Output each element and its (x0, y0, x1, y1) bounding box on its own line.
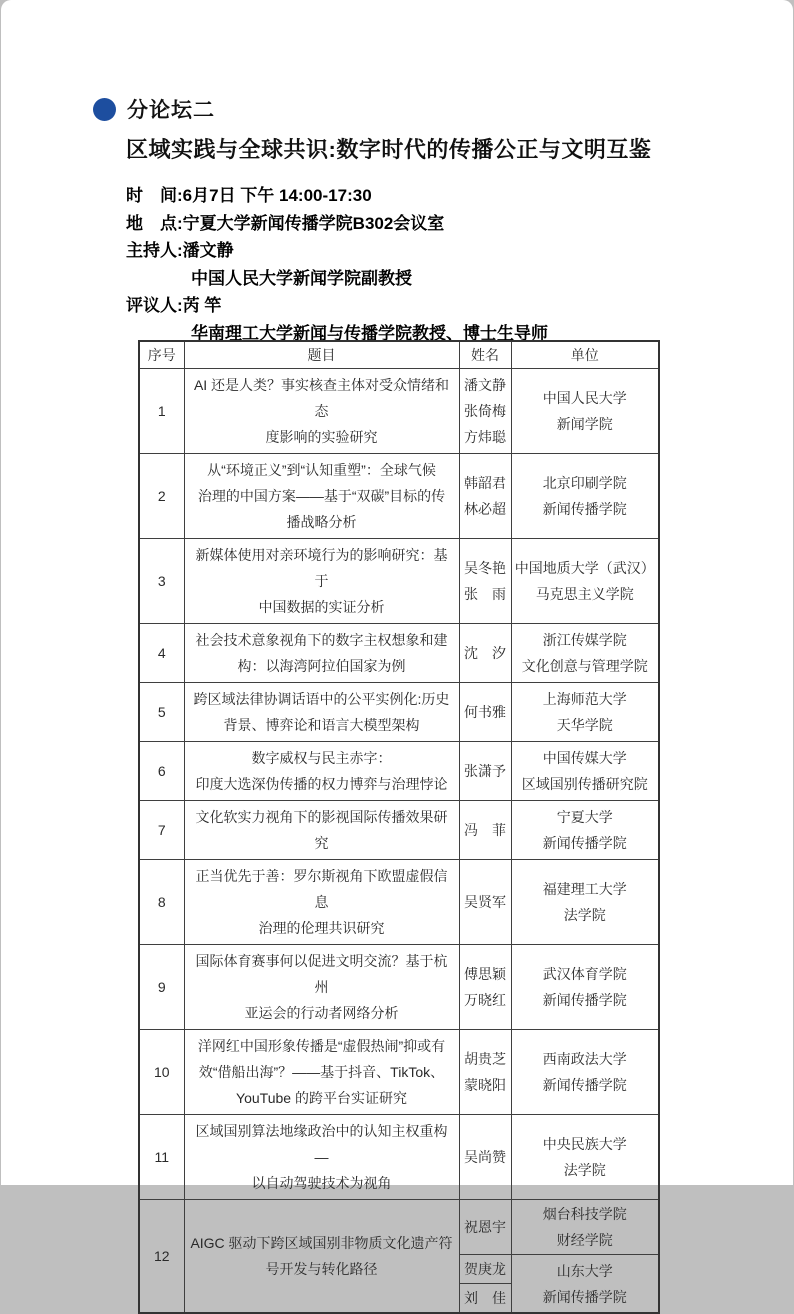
host-name: 潘文静 (182, 241, 234, 260)
program-table-body (139, 369, 659, 1314)
host-affiliation: 中国人民大学新闻学院副教授 (191, 268, 412, 288)
table-row (139, 624, 659, 683)
row-number-cell: 7 (139, 801, 184, 860)
table-row (139, 1200, 659, 1255)
author-names-cell: 祝恩宇 (459, 1200, 511, 1255)
unit-cell: 浙江传媒学院 文化创意与管理学院 (511, 624, 659, 683)
session-info (126, 182, 548, 347)
author-names-cell: 冯 菲 (459, 801, 511, 860)
forum-bullet-icon (93, 98, 116, 121)
row-number-cell: 10 (139, 1030, 184, 1115)
info-host (126, 237, 548, 265)
discussant-affiliation: 华南理工大学新闻与传播学院教授、博士生导师 (191, 323, 548, 343)
unit-cell: 武汉体育学院 新闻传播学院 (511, 945, 659, 1030)
time-label: 时 间: (126, 186, 183, 205)
paper-title-cell: AIGC 驱动下跨区域国别非物质文化遗产符 号开发与转化路径 (184, 1200, 459, 1314)
paper-title-cell: 数字威权与民主赤字： 印度大选深伪传播的权力博弈与治理悖论 (184, 742, 459, 801)
venue-value: 宁夏大学新闻传播学院B302会议室 (182, 213, 445, 233)
forum-header (93, 94, 215, 124)
table-row (139, 1115, 659, 1200)
author-names-cell: 贺庚龙 (459, 1255, 511, 1284)
col-header-title: 题目 (184, 341, 459, 369)
row-number-cell: 8 (139, 860, 184, 945)
unit-cell: 中国人民大学 新闻学院 (511, 369, 659, 454)
author-names-cell: 潘文静 张倚梅 方炜聪 (459, 369, 511, 454)
table-header-row (139, 341, 659, 369)
unit-cell: 福建理工大学 法学院 (511, 860, 659, 945)
info-time (126, 182, 548, 210)
venue-label: 地 点: (126, 213, 183, 233)
unit-cell: 西南政法大学 新闻传播学院 (511, 1030, 659, 1115)
discussant-name: 芮 竿 (182, 296, 222, 315)
paper-title-cell: 社会技术意象视角下的数字主权想象和建 构：以海湾阿拉伯国家为例 (184, 624, 459, 683)
author-names-cell: 吴尚赞 (459, 1115, 511, 1200)
paper-title-cell: 区域国别算法地缘政治中的认知主权重构— 以自动驾驶技术为视角 (184, 1115, 459, 1200)
host-label: 主持人: (126, 241, 183, 260)
table-row (139, 742, 659, 801)
table-row (139, 683, 659, 742)
program-table (138, 340, 660, 1314)
author-names-cell: 胡贵芝 蒙晓阳 (459, 1030, 511, 1115)
paper-title-cell: 新媒体使用对亲环境行为的影响研究：基于 中国数据的实证分析 (184, 539, 459, 624)
paper-title-cell: 文化软实力视角下的影视国际传播效果研究 (184, 801, 459, 860)
author-names-cell: 吴贤军 (459, 860, 511, 945)
table-row (139, 454, 659, 539)
forum-label: 分论坛二 (127, 99, 215, 122)
author-names-cell: 何书雅 (459, 683, 511, 742)
document-page (1, 0, 793, 1306)
table-row (139, 860, 659, 945)
unit-cell: 中央民族大学 法学院 (511, 1115, 659, 1200)
col-header-no: 序号 (139, 341, 184, 369)
row-number-cell: 2 (139, 454, 184, 539)
col-header-unit: 单位 (511, 341, 659, 369)
unit-cell: 中国传媒大学 区域国别传播研究院 (511, 742, 659, 801)
table-row (139, 945, 659, 1030)
unit-cell: 烟台科技学院 财经学院 (511, 1200, 659, 1255)
author-names-cell: 沈 汐 (459, 624, 511, 683)
row-number-cell: 9 (139, 945, 184, 1030)
paper-title-cell: 从“环境正义”到“认知重塑”：全球气候 治理的中国方案——基于“双碳”目标的传 播战略分析 (184, 454, 459, 539)
info-venue (126, 210, 548, 238)
paper-title-cell: AI 还是人类？事实核查主体对受众情绪和态 度影响的实验研究 (184, 369, 459, 454)
row-number-cell: 6 (139, 742, 184, 801)
col-header-name: 姓名 (459, 341, 511, 369)
unit-cell: 山东大学 新闻传播学院 (511, 1255, 659, 1314)
paper-title-cell: 跨区域法律协调话语中的公平实例化:历史 背景、博弈论和语言大模型架构 (184, 683, 459, 742)
paper-title-cell: 洋网红中国形象传播是“虚假热闹”抑或有 效“借船出海”？——基于抖音、TikTok、 YouTube 的跨平台实证研究 (184, 1030, 459, 1115)
unit-cell: 北京印刷学院 新闻传播学院 (511, 454, 659, 539)
page-title: 区域实践与全球共识:数字时代的传播公正与文明互鉴 (126, 137, 652, 162)
row-number-cell: 5 (139, 683, 184, 742)
table-row (139, 1030, 659, 1115)
author-names-cell: 傅思颖 万晓红 (459, 945, 511, 1030)
row-number-cell: 1 (139, 369, 184, 454)
row-number-cell: 12 (139, 1200, 184, 1314)
unit-cell: 中国地质大学（武汉） 马克思主义学院 (511, 539, 659, 624)
row-number-cell: 4 (139, 624, 184, 683)
paper-title-cell: 国际体育赛事何以促进文明交流？基于杭州 亚运会的行动者网络分析 (184, 945, 459, 1030)
table-row (139, 369, 659, 454)
discussant-label: 评议人: (126, 296, 183, 315)
author-names-cell: 吴冬艳 张 雨 (459, 539, 511, 624)
paper-title-cell: 正当优先于善：罗尔斯视角下欧盟虚假信息 治理的伦理共识研究 (184, 860, 459, 945)
time-value: 6月7日 下午 14:00-17:30 (182, 186, 372, 205)
unit-cell: 上海师范大学 天华学院 (511, 683, 659, 742)
row-number-cell: 3 (139, 539, 184, 624)
table-row (139, 539, 659, 624)
author-names-cell: 张潇予 (459, 742, 511, 801)
unit-cell: 宁夏大学 新闻传播学院 (511, 801, 659, 860)
author-names-cell: 韩韶君 林必超 (459, 454, 511, 539)
table-row (139, 801, 659, 860)
author-names-cell: 刘 佳 (459, 1284, 511, 1314)
info-discussant (126, 292, 548, 320)
row-number-cell: 11 (139, 1115, 184, 1200)
